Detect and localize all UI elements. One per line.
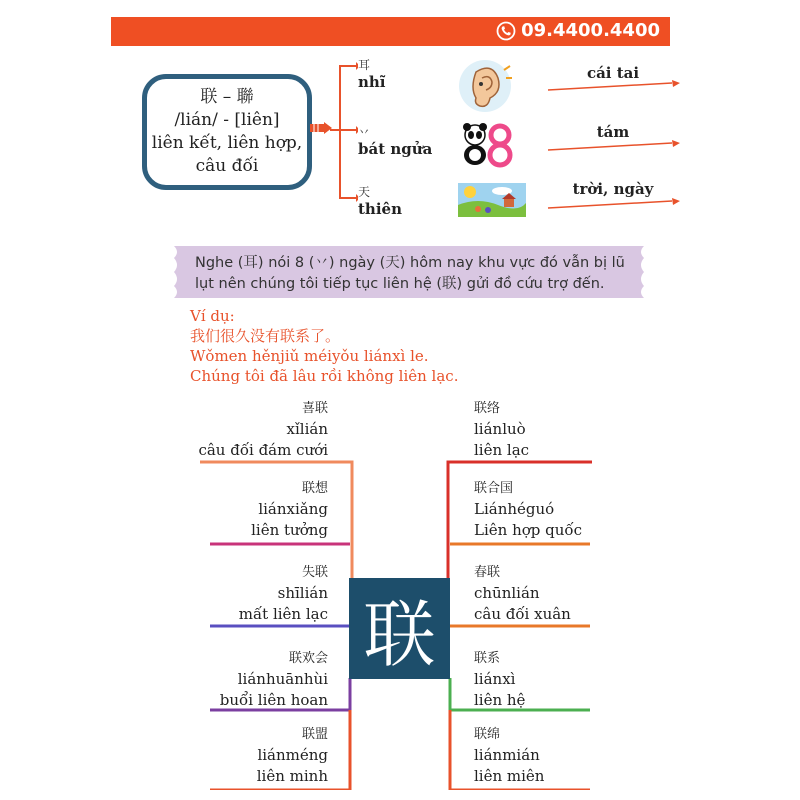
header-bar [111, 17, 670, 46]
example-translation: Chúng tôi đã lâu rồi không liên lạc. [190, 367, 459, 385]
word-left-1: 喜联 xǐlián câu đối đám cưới [198, 401, 328, 459]
sky-landscape-icon [458, 183, 526, 217]
component-sky: 天 thiên [358, 185, 402, 218]
component-bracket [326, 58, 358, 208]
example-pinyin: Wǒmen hěnjiǔ méiyǒu liánxì le. [190, 347, 429, 365]
panda-eight-icon [461, 121, 515, 169]
word-right-1: 联络 liánluò liên lạc [474, 401, 530, 459]
word-right-4: 联系 liánxì liên hệ [474, 651, 526, 709]
headword-chars: 联 – 聯 [200, 87, 254, 107]
example-block [190, 306, 458, 386]
meaning-sky: trời, ngày [572, 180, 654, 198]
meaning-arrows [546, 80, 682, 214]
phone-text: 09.4400.4400 [521, 20, 660, 41]
phone-number[interactable] [496, 20, 660, 41]
word-left-4: 联欢会 liánhuānhùi buổi liên hoan [219, 651, 328, 709]
center-character: 联 [349, 578, 450, 679]
component-ear: 耳 nhĩ [358, 58, 386, 91]
component-eight: 丷 bát ngửa [358, 125, 433, 158]
word-left-2: 联想 liánxiǎng liên tưởng [251, 481, 328, 539]
example-label: Ví dụ: [190, 307, 235, 325]
headword-meaning-2: câu đối [195, 156, 259, 176]
headword-box [142, 74, 312, 190]
story-text: Nghe (耳) nói 8 (丷) ngày (天) hôm nay khu vực đó vẫn bị lũ lụt nên chúng tôi tiếp tục liên hệ (联) gửi đồ cứu trợ đến. [195, 255, 625, 292]
meaning-ear: cái tai [586, 64, 640, 82]
example-hanzi: 我们很久没有联系了。 [190, 327, 341, 345]
word-left-5: 联盟 liánméng liên minh [256, 727, 328, 785]
word-right-2: 联合国 Liánhéguó Liên hợp quốc [474, 481, 582, 539]
word-right-5: 联绵 liánmián liên miên [474, 727, 545, 785]
meaning-eight: tám [596, 123, 630, 141]
word-right-3: 春联 chūnlián câu đối xuân [474, 565, 571, 623]
headword-meaning-1: liên kết, liên hợp, [151, 133, 303, 153]
ear-cartoon-icon [454, 58, 516, 114]
word-left-3: 失联 shīlián mất liên lạc [238, 565, 328, 623]
headword-reading: /lián/ - [liên] [174, 110, 280, 130]
phone-icon [496, 21, 516, 41]
